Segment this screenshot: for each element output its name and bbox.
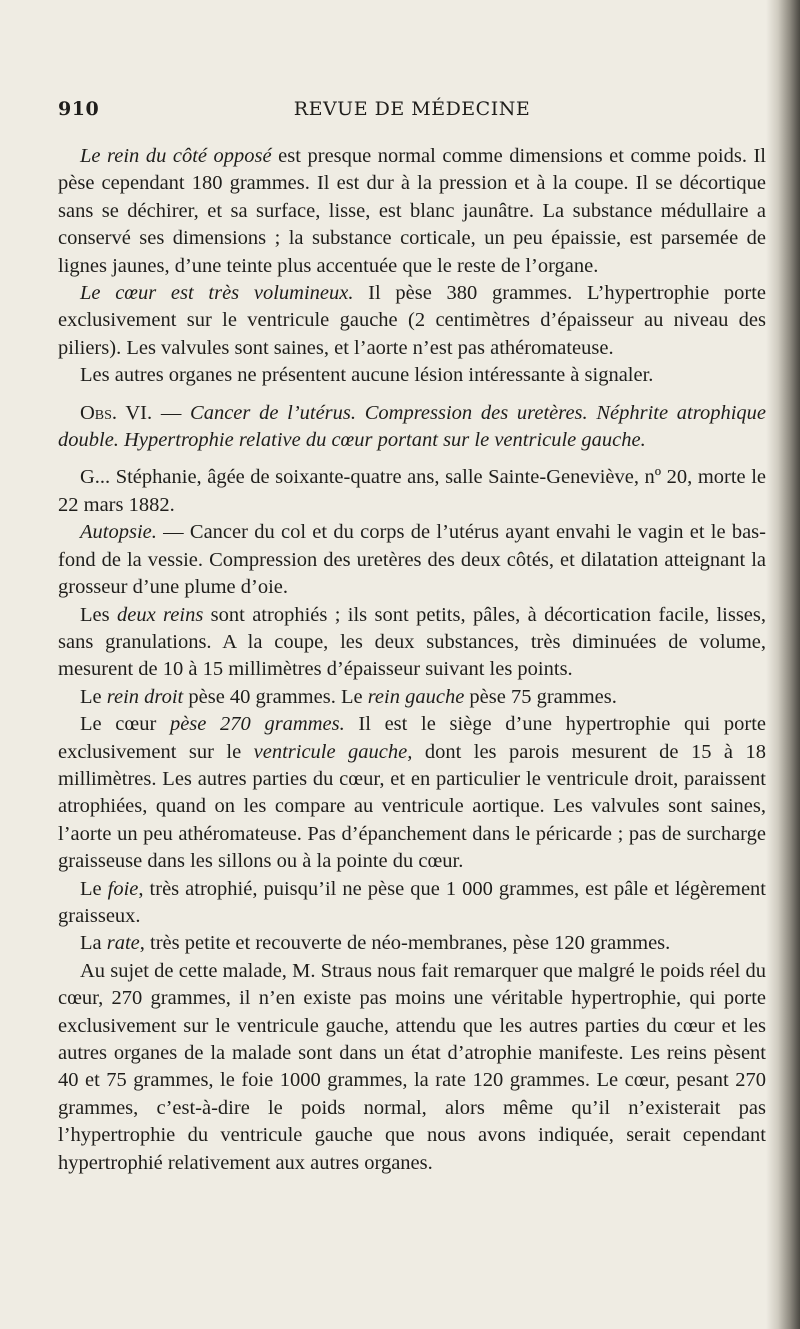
page-number: 910 <box>58 98 100 120</box>
emphasis: rate <box>106 932 140 955</box>
text-run: Le cœur <box>80 713 170 736</box>
paragraph-patient <box>58 464 766 519</box>
text-run: , très petite et recouverte de néo-membranes, pèse 120 grammes. <box>139 932 671 955</box>
observation-label: Obs. VI. <box>80 401 153 424</box>
text-run: Le <box>80 877 108 900</box>
text-run: pèse 40 grammes. Le <box>183 685 368 708</box>
emphasis: pèse 270 grammes. <box>169 713 345 736</box>
emphasis: ventricule gauche, <box>253 740 413 763</box>
paragraph-heart <box>58 280 766 362</box>
running-header <box>58 98 766 128</box>
text-run: sont atrophiés ; ils sont petits, pâles, à décortication facile, lisses, sans granulations. A la coupe, les deux substances, très diminuées de volume, mesurent de 10 à 15 millimètres d’épaisseur suivant les points. <box>58 603 766 681</box>
emphasis: Le cœur est très volumineux. <box>80 282 354 305</box>
text-run: Les <box>80 603 117 626</box>
text-run: G... Stéphanie, âgée de soixante-quatre ans, salle Sainte-Geneviève, nº 20, morte le 22 mars 1882. <box>58 466 766 516</box>
emphasis: foie <box>107 877 139 900</box>
emphasis: Autopsie. <box>80 521 157 544</box>
page-binding-edge <box>766 0 800 1329</box>
paragraph-kidney-weights <box>58 684 766 711</box>
text-run: , très atrophié, puisqu’il ne pèse que 1 000 grammes, est pâle et légèrement graisseux. <box>58 877 766 927</box>
text-run: Le <box>80 685 107 708</box>
text-run: dont les parois mesurent de 15 à 18 millimètres. Les autres parties du cœur, et en particulier le ventricule droit, paraissent atrophiées, quand on les compare au ventricule aortique. Les valvules sont saines, l’aorte un peu athéromateuse. Pas d’épanchement dans le péricarde ; pas de surcharge graisseuse dans les sillons ou à la pointe du cœur. <box>58 740 766 873</box>
running-title: REVUE DE MÉDECINE <box>293 98 531 120</box>
text-run: Les autres organes ne présentent aucune lésion intéressante à signaler. <box>80 364 654 387</box>
paragraph-other-organs <box>58 362 766 389</box>
emphasis: rein droit <box>106 685 184 708</box>
paragraph-autopsy <box>58 519 766 601</box>
paragraph-spleen <box>58 930 766 957</box>
text-run: Au sujet de cette malade, M. Straus nous fait remarquer que malgré le poids réel du cœur, 270 grammes, il n’en existe pas moins une véritable hypertrophie, qui porte exclusivement sur le ventricule gauche, attendu que les autres parties du cœur et les autres organes de la malade sont dans un état d’atrophie manifeste. Les reins pèsent 40 et 75 grammes, le foie 1000 grammes, la rate 120 grammes. Le cœur, pesant 270 grammes, c’est-à-dire le poids normal, alors même qu’il n’existerait pas l’hypertrophie du ventricule gauche que nous avons indiquée, serait cependant hypertrophié relativement aux autres organes. <box>58 959 766 1174</box>
emphasis: deux reins <box>116 603 204 626</box>
observation-heading <box>58 400 766 455</box>
observation-title: Cancer de l’utérus. Compression des uretères. Néphrite atrophique double. Hypertrophie relative du cœur portant sur le ventricule gauche. <box>58 401 766 452</box>
text-run: Il est le siège d’une hypertrophie qui porte exclusivement sur le <box>58 713 766 763</box>
emphasis: rein gauche <box>367 685 465 708</box>
text-run: Il pèse 380 grammes. L’hypertrophie porte exclusivement sur le ventricule gauche (2 centimètres d’épaisseur au niveau des piliers). Les valvules sont saines, et l’aorte n’est pas athéromateuse. <box>58 282 767 359</box>
paragraph-conclusion <box>58 958 766 1177</box>
emphasis: Le rein du côté opposé <box>80 145 272 167</box>
text-run: — Cancer du col et du corps de l’utérus ayant envahi le vagin et le bas-fond de la vessie. Compression des uretères des deux côtés, et dilatation atteignant la grosseur d’une plume d’oie. <box>58 521 766 599</box>
paragraph-kidneys <box>58 602 766 684</box>
text-run: pèse 75 grammes. <box>464 685 617 708</box>
paragraph-liver <box>58 876 766 931</box>
article-body <box>58 143 766 1177</box>
text-run: est presque normal comme dimensions et comme poids. Il pèse cependant 180 grammes. Il est dur à la pression et à la coupe. Il se décortique sans se déchirer, et sa surface, lisse, est blanc jaunâtre. La substance médullaire a conservé ses dimensions ; la substance corticale, un peu épaissie, est parsemée de lignes jaunes, d’une teinte plus accentuée que le reste de l’organe. <box>58 145 767 277</box>
text-run: — <box>152 401 191 424</box>
paragraph-opposite-kidney <box>58 143 766 280</box>
paragraph-heart-weight <box>58 711 766 875</box>
text-run: La <box>80 932 107 955</box>
